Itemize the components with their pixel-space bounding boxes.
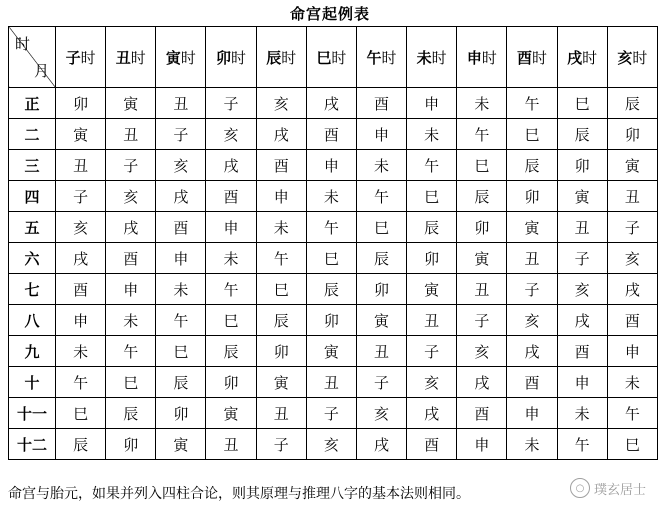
table-cell: 午 xyxy=(256,243,306,274)
hour-suffix: 时 xyxy=(281,48,297,67)
table-cell: 亥 xyxy=(356,398,406,429)
table-cell: 子 xyxy=(356,367,406,398)
table-cell: 酉 xyxy=(106,243,156,274)
table-cell: 寅 xyxy=(356,305,406,336)
watermark-text: 璞玄居士 xyxy=(593,482,646,498)
table-cell: 寅 xyxy=(607,150,657,181)
table-cell: 卯 xyxy=(56,88,106,119)
table-cell: 戌 xyxy=(156,181,206,212)
table-cell: 戌 xyxy=(106,212,156,243)
table-cell: 酉 xyxy=(156,212,206,243)
table-row xyxy=(9,212,658,243)
table-cell: 午 xyxy=(507,88,557,119)
table-cell: 巳 xyxy=(607,429,657,460)
table-cell: 未 xyxy=(607,367,657,398)
table-cell: 子 xyxy=(507,274,557,305)
hour-suffix: 时 xyxy=(431,48,447,67)
table-cell: 午 xyxy=(306,212,356,243)
table-cell: 申 xyxy=(156,243,206,274)
month-label: 九 xyxy=(9,336,56,367)
table-cell: 申 xyxy=(306,150,356,181)
table-cell: 丑 xyxy=(407,305,457,336)
table-cell: 丑 xyxy=(557,212,607,243)
table-cell: 酉 xyxy=(407,429,457,460)
month-label: 正 xyxy=(9,88,56,119)
table-cell: 午 xyxy=(557,429,607,460)
table-cell: 未 xyxy=(256,212,306,243)
table-row xyxy=(9,274,658,305)
hour-suffix: 时 xyxy=(231,48,247,67)
hour-suffix: 时 xyxy=(130,48,146,67)
table-cell: 寅 xyxy=(56,119,106,150)
table-cell: 辰 xyxy=(507,150,557,181)
table-cell: 酉 xyxy=(557,336,607,367)
table-cell: 辰 xyxy=(56,429,106,460)
hour-header xyxy=(306,27,356,88)
table-cell: 酉 xyxy=(607,305,657,336)
table-cell: 未 xyxy=(56,336,106,367)
table-cell: 亥 xyxy=(557,274,607,305)
table-cell: 丑 xyxy=(56,150,106,181)
table-cell: 戌 xyxy=(407,398,457,429)
month-label: 十一 xyxy=(9,398,56,429)
hour-suffix: 时 xyxy=(632,48,648,67)
month-label: 三 xyxy=(9,150,56,181)
table-row xyxy=(9,305,658,336)
month-label: 五 xyxy=(9,212,56,243)
table-cell: 丑 xyxy=(256,398,306,429)
table-cell: 巳 xyxy=(557,88,607,119)
table-cell: 申 xyxy=(356,119,406,150)
table-cell: 子 xyxy=(256,429,306,460)
table-cell: 子 xyxy=(56,181,106,212)
hour-branch: 卯 xyxy=(216,48,232,67)
table-cell: 子 xyxy=(407,336,457,367)
table-title: 命宫起例表 xyxy=(289,5,370,23)
table-cell: 巳 xyxy=(306,243,356,274)
table-cell: 午 xyxy=(356,181,406,212)
month-label: 四 xyxy=(9,181,56,212)
table-cell: 巳 xyxy=(56,398,106,429)
table-row xyxy=(9,429,658,460)
table-cell: 亥 xyxy=(156,150,206,181)
hour-branch: 戌 xyxy=(567,48,583,67)
corner-hour-label: 时 xyxy=(15,35,31,53)
header-row xyxy=(9,27,658,88)
table-row xyxy=(9,88,658,119)
table-row xyxy=(9,181,658,212)
hour-branch: 寅 xyxy=(165,48,181,67)
table-cell: 寅 xyxy=(407,274,457,305)
table-cell: 亥 xyxy=(206,119,256,150)
table-cell: 酉 xyxy=(507,367,557,398)
table-cell: 寅 xyxy=(306,336,356,367)
table-cell: 未 xyxy=(306,181,356,212)
table-cell: 寅 xyxy=(457,243,507,274)
hour-header xyxy=(156,27,206,88)
table-cell: 巳 xyxy=(407,181,457,212)
table-cell: 寅 xyxy=(256,367,306,398)
hour-branch: 巳 xyxy=(316,48,332,67)
month-label: 十二 xyxy=(9,429,56,460)
table-cell: 申 xyxy=(457,429,507,460)
table-cell: 酉 xyxy=(56,274,106,305)
hour-branch: 辰 xyxy=(266,48,282,67)
table-cell: 卯 xyxy=(407,243,457,274)
corner-month-label: 月 xyxy=(33,62,49,80)
table-cell: 亥 xyxy=(607,243,657,274)
table-cell: 辰 xyxy=(607,88,657,119)
table-cell: 巳 xyxy=(356,212,406,243)
table-cell: 未 xyxy=(457,88,507,119)
hour-header xyxy=(56,27,106,88)
hour-suffix: 时 xyxy=(381,48,397,67)
hour-branch: 酉 xyxy=(516,48,532,67)
table-cell: 子 xyxy=(457,305,507,336)
table-cell: 寅 xyxy=(557,181,607,212)
corner-header xyxy=(9,27,56,88)
ming-gong-table xyxy=(8,26,658,460)
table-cell: 亥 xyxy=(407,367,457,398)
table-cell: 辰 xyxy=(256,305,306,336)
table-cell: 巳 xyxy=(206,305,256,336)
hour-suffix: 时 xyxy=(80,48,96,67)
table-cell: 丑 xyxy=(356,336,406,367)
table-cell: 酉 xyxy=(256,150,306,181)
table-cell: 寅 xyxy=(206,398,256,429)
table-cell: 酉 xyxy=(306,119,356,150)
table-cell: 卯 xyxy=(256,336,306,367)
month-label: 十 xyxy=(9,367,56,398)
table-cell: 卯 xyxy=(306,305,356,336)
table-row xyxy=(9,119,658,150)
watermark xyxy=(570,478,646,498)
table-cell: 子 xyxy=(106,150,156,181)
hour-branch: 午 xyxy=(366,48,382,67)
table-cell: 辰 xyxy=(206,336,256,367)
table-cell: 亥 xyxy=(256,88,306,119)
table-cell: 申 xyxy=(507,398,557,429)
table-cell: 寅 xyxy=(507,212,557,243)
wechat-logo-icon: ○ xyxy=(570,478,590,498)
table-cell: 戌 xyxy=(507,336,557,367)
table-cell: 亥 xyxy=(457,336,507,367)
table-row xyxy=(9,336,658,367)
table-row xyxy=(9,150,658,181)
table-cell: 卯 xyxy=(206,367,256,398)
table-cell: 申 xyxy=(407,88,457,119)
table-cell: 午 xyxy=(156,305,206,336)
table-cell: 未 xyxy=(507,429,557,460)
table-cell: 申 xyxy=(206,212,256,243)
table-cell: 巳 xyxy=(457,150,507,181)
table-cell: 申 xyxy=(56,305,106,336)
table-cell: 卯 xyxy=(457,212,507,243)
table-cell: 丑 xyxy=(156,88,206,119)
table-cell: 卯 xyxy=(356,274,406,305)
table-cell: 辰 xyxy=(457,181,507,212)
table-cell: 巳 xyxy=(106,367,156,398)
table-cell: 午 xyxy=(607,398,657,429)
table-cell: 午 xyxy=(206,274,256,305)
table-cell: 巳 xyxy=(156,336,206,367)
table-cell: 亥 xyxy=(56,212,106,243)
table-cell: 丑 xyxy=(457,274,507,305)
table-cell: 未 xyxy=(206,243,256,274)
table-row xyxy=(9,243,658,274)
table-cell: 亥 xyxy=(507,305,557,336)
table-cell: 申 xyxy=(256,181,306,212)
hour-suffix: 时 xyxy=(331,48,347,67)
table-cell: 戌 xyxy=(557,305,607,336)
hour-branch: 丑 xyxy=(115,48,131,67)
table-cell: 酉 xyxy=(356,88,406,119)
table-cell: 未 xyxy=(156,274,206,305)
hour-branch: 子 xyxy=(65,48,81,67)
table-cell: 巳 xyxy=(507,119,557,150)
month-label: 六 xyxy=(9,243,56,274)
hour-header xyxy=(607,27,657,88)
month-label: 二 xyxy=(9,119,56,150)
table-cell: 丑 xyxy=(607,181,657,212)
table-body xyxy=(9,88,658,460)
month-label: 八 xyxy=(9,305,56,336)
table-row xyxy=(9,367,658,398)
hour-suffix: 时 xyxy=(180,48,196,67)
table-cell: 未 xyxy=(407,119,457,150)
hour-header xyxy=(256,27,306,88)
hour-suffix: 时 xyxy=(481,48,497,67)
table-cell: 午 xyxy=(457,119,507,150)
hour-header xyxy=(557,27,607,88)
hour-header xyxy=(457,27,507,88)
table-cell: 戌 xyxy=(356,429,406,460)
table-cell: 丑 xyxy=(306,367,356,398)
table-cell: 未 xyxy=(356,150,406,181)
table-cell: 戌 xyxy=(306,88,356,119)
table-cell: 辰 xyxy=(356,243,406,274)
table-cell: 戌 xyxy=(607,274,657,305)
table-cell: 亥 xyxy=(306,429,356,460)
table-cell: 子 xyxy=(306,398,356,429)
table-cell: 寅 xyxy=(156,429,206,460)
table-cell: 卯 xyxy=(557,150,607,181)
table-cell: 卯 xyxy=(106,429,156,460)
hour-branch: 未 xyxy=(416,48,432,67)
hour-branch: 申 xyxy=(466,48,482,67)
table-cell: 丑 xyxy=(106,119,156,150)
table-cell: 子 xyxy=(156,119,206,150)
table-cell: 戌 xyxy=(56,243,106,274)
table-cell: 申 xyxy=(607,336,657,367)
table-cell: 戌 xyxy=(206,150,256,181)
hour-suffix: 时 xyxy=(531,48,547,67)
month-label: 七 xyxy=(9,274,56,305)
hour-header xyxy=(106,27,156,88)
table-cell: 酉 xyxy=(457,398,507,429)
hour-header xyxy=(356,27,406,88)
table-cell: 子 xyxy=(206,88,256,119)
table-cell: 子 xyxy=(607,212,657,243)
table-cell: 申 xyxy=(106,274,156,305)
hour-branch: 亥 xyxy=(617,48,633,67)
hour-suffix: 时 xyxy=(582,48,598,67)
table-cell: 酉 xyxy=(206,181,256,212)
table-cell: 辰 xyxy=(106,398,156,429)
hour-header xyxy=(407,27,457,88)
table-cell: 丑 xyxy=(206,429,256,460)
table-cell: 未 xyxy=(106,305,156,336)
table-cell: 辰 xyxy=(306,274,356,305)
table-row xyxy=(9,398,658,429)
footer-note: 命宫与胎元，如果并列入四柱合论，则其原理与推理八字的基本法则相同。 xyxy=(8,486,470,502)
table-cell: 丑 xyxy=(507,243,557,274)
table-cell: 辰 xyxy=(156,367,206,398)
hour-header xyxy=(507,27,557,88)
table-cell: 午 xyxy=(407,150,457,181)
table-cell: 卯 xyxy=(507,181,557,212)
table-cell: 午 xyxy=(106,336,156,367)
table-cell: 辰 xyxy=(407,212,457,243)
table-cell: 未 xyxy=(557,398,607,429)
table-cell: 子 xyxy=(557,243,607,274)
table-cell: 午 xyxy=(56,367,106,398)
table-cell: 卯 xyxy=(607,119,657,150)
table-cell: 卯 xyxy=(156,398,206,429)
table-cell: 戌 xyxy=(256,119,306,150)
table-cell: 亥 xyxy=(106,181,156,212)
table-cell: 巳 xyxy=(256,274,306,305)
hour-header xyxy=(206,27,256,88)
table-cell: 戌 xyxy=(457,367,507,398)
table-cell: 寅 xyxy=(106,88,156,119)
table-cell: 申 xyxy=(557,367,607,398)
table-cell: 辰 xyxy=(557,119,607,150)
